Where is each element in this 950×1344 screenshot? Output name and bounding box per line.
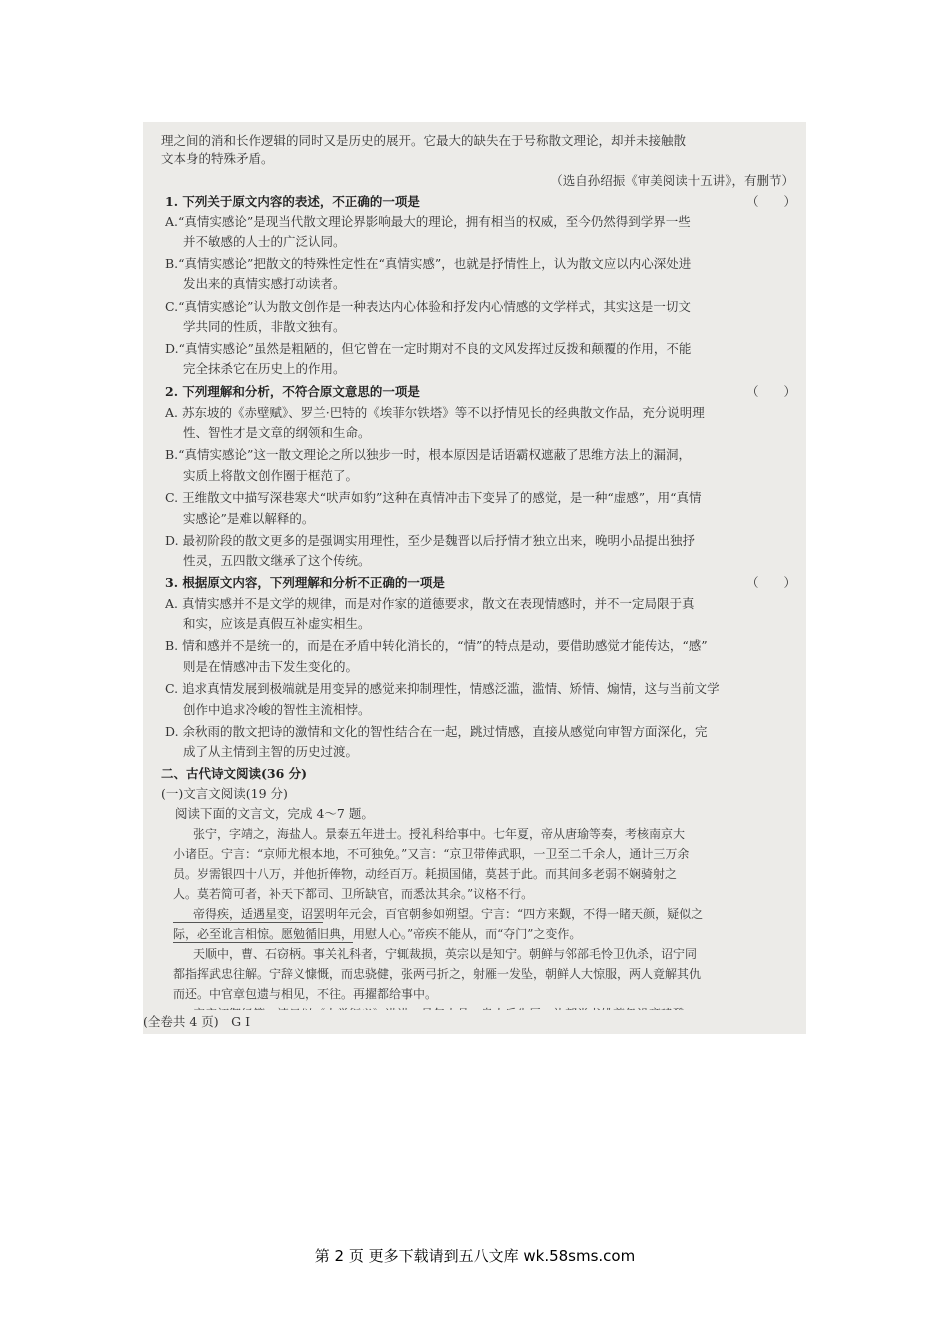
option-text: 和实，应该是真假互补虚实相生。 xyxy=(183,616,371,631)
option-text: C. 王维散文中描写深巷寒犬“吠声如豹”这种在真情冲击下变异了的感觉，是一种“虚感”，用“真情 xyxy=(165,490,702,505)
option-text: D.“真情实感论”虽然是粗陋的，但它曾在一定时期对不良的文风发挥过反拨和颠覆的作用，不能 xyxy=(165,341,692,356)
option-text: 性灵，五四散文继承了这个传统。 xyxy=(183,553,371,568)
option-text: D. 余秋雨的散文把诗的激情和文化的智性结合在一起，跳过情感，直接从感觉向审智方面深化，完 xyxy=(165,724,708,739)
classical-text-line: 都指挥武忠往解。宁辞义慷慨，而忠骁健，张两弓折之，射雁一发坠，朝鲜人大惊服，两人竟解其仇 xyxy=(173,967,702,981)
option-text: B. 情和感并不是统一的，而是在矛盾中转化消长的，“情”的特点是动，要借助感觉才能传达，“感” xyxy=(165,638,708,653)
classical-text-line: 而还。中官章包遗与相见，不往。再擢都给事中。 xyxy=(173,987,438,1001)
source-citation: （选自孙绍振《审美阅读十五讲》，有删节） xyxy=(550,173,794,188)
option-text: 实感论”是难以解释的。 xyxy=(183,511,315,526)
option-text: 实质上将散文创作圈于框范了。 xyxy=(183,468,359,483)
option-text: 创作中追求冷峻的智性主流相悖。 xyxy=(183,702,371,717)
option-text: C.“真情实感论”认为散文创作是一种表达内心体验和抒发内心情感的文学样式，其实这是一切文 xyxy=(165,299,691,314)
answer-blank: （ ） xyxy=(745,194,796,209)
question-2-stem: 2. 下列理解和分析，不符合原文意思的一项是 xyxy=(165,384,420,399)
option-text: D. 最初阶段的散文更多的是强调实用理性，至少是魏晋以后抒情才独立出来，晚明小品提出独抒 xyxy=(165,533,696,548)
scanned-page-image xyxy=(143,122,806,1034)
option-text: 学共同的性质，非散文独有。 xyxy=(183,319,346,334)
text-line: 理之间的消和长作逻辑的同时又是历史的展开。它最大的缺失在于号称散文理论，却并未接触散 xyxy=(161,133,687,148)
classical-text-line: 员。岁需银四十八万，并他折俸物，动经百万。耗损国储，莫甚于此。而其间多老弱不娴骑射之 xyxy=(173,867,678,881)
option-text: 成了从主情到主智的历史过渡。 xyxy=(183,744,359,759)
scan-bottom-strip xyxy=(143,1010,806,1034)
option-text: 发出来的真情实感打动读者。 xyxy=(183,276,346,291)
option-text: C. 追求真情发展到极端就是用变异的感觉来抑制理性，情感泛滥，滥情、矫情、煽情，这与当前文学 xyxy=(165,681,720,696)
answer-blank: （ ） xyxy=(745,575,796,590)
option-text: A.“真情实感论”是现当代散文理论界影响最大的理论，拥有相当的权威，至今仍然得到学界一些 xyxy=(165,214,691,229)
text-line: 文本身的特殊矛盾。 xyxy=(161,151,274,166)
question-3-stem: 3. 根据原文内容，下列理解和分析不正确的一项是 xyxy=(165,575,445,590)
classical-text-line: 人。莫若简可者，补天下都司、卫所缺官，而悉汰其余。”议格不行。 xyxy=(173,887,534,901)
underline-mark xyxy=(173,922,323,923)
option-text: 性、智性才是文章的纲领和生命。 xyxy=(183,425,371,440)
classical-text-line: 张宁，字靖之，海盐人。景泰五年进士。授礼科给事中。七年夏，帝从唐瑜等奏，考核南京大 xyxy=(193,827,686,841)
classical-text-line: 天顺中，曹、石窃柄。事关礼科者，宁辄裁损，英宗以是知宁。朝鲜与邻部毛怜卫仇杀，诏宁同 xyxy=(193,947,698,961)
section-heading: 二、古代诗文阅读(36 分) xyxy=(161,766,308,781)
subsection-heading: (一)文言文阅读(19 分) xyxy=(161,786,288,801)
option-text: A. 苏东坡的《赤壁赋》、罗兰·巴特的《埃菲尔铁塔》等不以抒情见长的经典散文作品，充分说明理 xyxy=(165,405,705,420)
question-1-stem: 1. 下列关于原文内容的表述，不正确的一项是 xyxy=(165,194,420,209)
page-count-label: (全卷共 4 页) G Ⅰ xyxy=(143,1014,251,1029)
classical-text-line: 帝得疾，适遇星变，诏罢明年元会，百官朝参如朔望。宁言：“四方来觐，不得一睹天颜，疑似之 xyxy=(193,907,704,921)
classical-text-line: 际，必至讹言相惊。愿勉循旧典，用慰人心。”帝疾不能从，而“夺门”之变作。 xyxy=(173,927,582,941)
page-footer: 第 2 页 更多下载请到五八文库 wk.58sms.com xyxy=(314,1247,636,1265)
option-text: 完全抹杀它在历史上的作用。 xyxy=(183,361,346,376)
option-text: B.“真情实感论”把散文的特殊性定性在“真情实感”，也就是抒情性上，认为散文应以内心深处进 xyxy=(165,256,692,271)
option-text: A. 真情实感并不是文学的规律，而是对作家的道德要求，散文在表现情感时，并不一定局限于真 xyxy=(165,596,695,611)
answer-blank: （ ） xyxy=(745,384,796,399)
instruction-text: 阅读下面的文言文，完成 4～7 题。 xyxy=(175,806,374,821)
option-text: B.“真情实感论”这一散文理论之所以独步一时，根本原因是话语霸权遮蔽了思维方法上的漏洞， xyxy=(165,447,691,462)
underline-mark xyxy=(173,942,353,943)
option-text: 并不敏感的人士的广泛认同。 xyxy=(183,234,346,249)
option-text: 则是在情感冲击下发生变化的。 xyxy=(183,659,359,674)
classical-text-line: 小诸臣。宁言：“京师尤根本地，不可独免。”又言：“京卫带俸武职，一卫至二千余人，通计三万余 xyxy=(173,847,690,861)
